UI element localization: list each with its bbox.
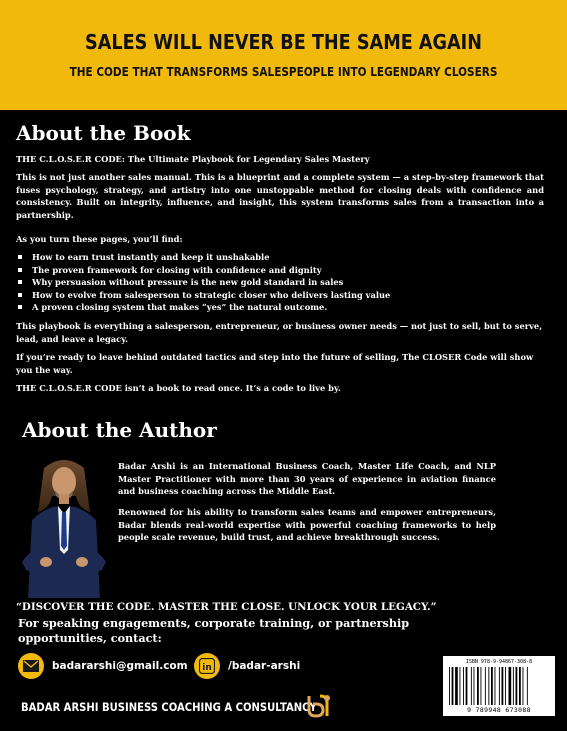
author-bio-2: Renowned for his ability to transform sales teams and empower entrepreneurs, Badar blends real-world expertise with powerful coaching frameworks to help people scale revenue, build trust, and achieve breakthrough success. xyxy=(118,507,496,543)
contact-prompt: For speaking engagements, corporate training, or partnership opportunities, contact: xyxy=(18,616,410,645)
book-paragraph-3: If you’re ready to leave behind outdated tactics and step into the future of selling, The CLOSER Code will show you the way. xyxy=(16,352,534,375)
book-lead-in: As you turn these pages, you’ll find: xyxy=(16,234,183,244)
book-paragraph-4: THE C.L.O.S.E.R CODE isn’t a book to read once. It’s a code to live by. xyxy=(16,383,341,393)
about-book-heading: About the Book xyxy=(16,121,191,145)
linkedin-handle[interactable]: /badar-arshi xyxy=(228,660,301,672)
linkedin-icon xyxy=(194,653,220,679)
svg-text:in: in xyxy=(202,663,212,673)
book-intro: This is not just another sales manual. This is a blueprint and a complete system — a step-by-step framework that fuses psychology, strategy, and artistry into one unstoppable method for closing deals with confidence and consistency. Built on integrity, influence, and insight, this system transforms sales from a transaction into a partnership. xyxy=(16,172,544,220)
company-name: BADAR ARSHI BUSINESS COACHING A CONSULTANCY xyxy=(21,700,317,714)
book-tagline: THE C.L.O.S.E.R CODE: The Ultimate Playbook for Legendary Sales Mastery xyxy=(16,154,370,164)
email-contact[interactable] xyxy=(18,652,188,680)
author-photo xyxy=(18,450,110,598)
banner-title: SALES WILL NEVER BE THE SAME AGAIN xyxy=(85,30,482,54)
author-portrait-icon xyxy=(18,450,110,598)
book-bullet-list xyxy=(16,251,544,314)
bullet-item: How to earn trust instantly and keep it unshakable xyxy=(16,251,544,264)
company-logo-icon xyxy=(305,692,335,718)
barcode-number: 9 789948 673088 xyxy=(467,706,531,714)
bullet-item: Why persuasion without pressure is the new gold standard in sales xyxy=(16,276,544,289)
linkedin-contact[interactable] xyxy=(194,652,300,680)
banner-subtitle: THE CODE THAT TRANSFORMS SALESPEOPLE INTO LEGENDARY CLOSERS xyxy=(69,65,498,79)
isbn-label: ISBN 978-9-94867-308-8 xyxy=(465,659,533,665)
author-quote: “DISCOVER THE CODE. MASTER THE CLOSE. UNLOCK YOUR LEGACY.” xyxy=(16,601,437,613)
email-address[interactable]: badararshi@gmail.com xyxy=(52,660,188,672)
book-paragraph-2: This playbook is everything a salesperson, entrepreneur, or business owner needs — not just to sell, but to serve, lead, and leave a legacy. xyxy=(16,321,543,344)
isbn-barcode xyxy=(443,656,555,716)
bullet-item: A proven closing system that makes “yes” the natural outcome. xyxy=(16,301,544,314)
about-author-heading: About the Author xyxy=(22,418,217,442)
barcode-bars-icon xyxy=(449,667,549,705)
top-banner xyxy=(0,0,567,110)
author-bio-1: Badar Arshi is an International Business Coach, Master Life Coach, and NLP Master Practitioner with more than 30 years of experience in aviation finance and business coaching across the Middle East. xyxy=(118,461,496,497)
mail-icon xyxy=(18,653,44,679)
bullet-item: How to evolve from salesperson to strategic closer who delivers lasting value xyxy=(16,289,544,302)
bullet-item: The proven framework for closing with confidence and dignity xyxy=(16,264,544,277)
